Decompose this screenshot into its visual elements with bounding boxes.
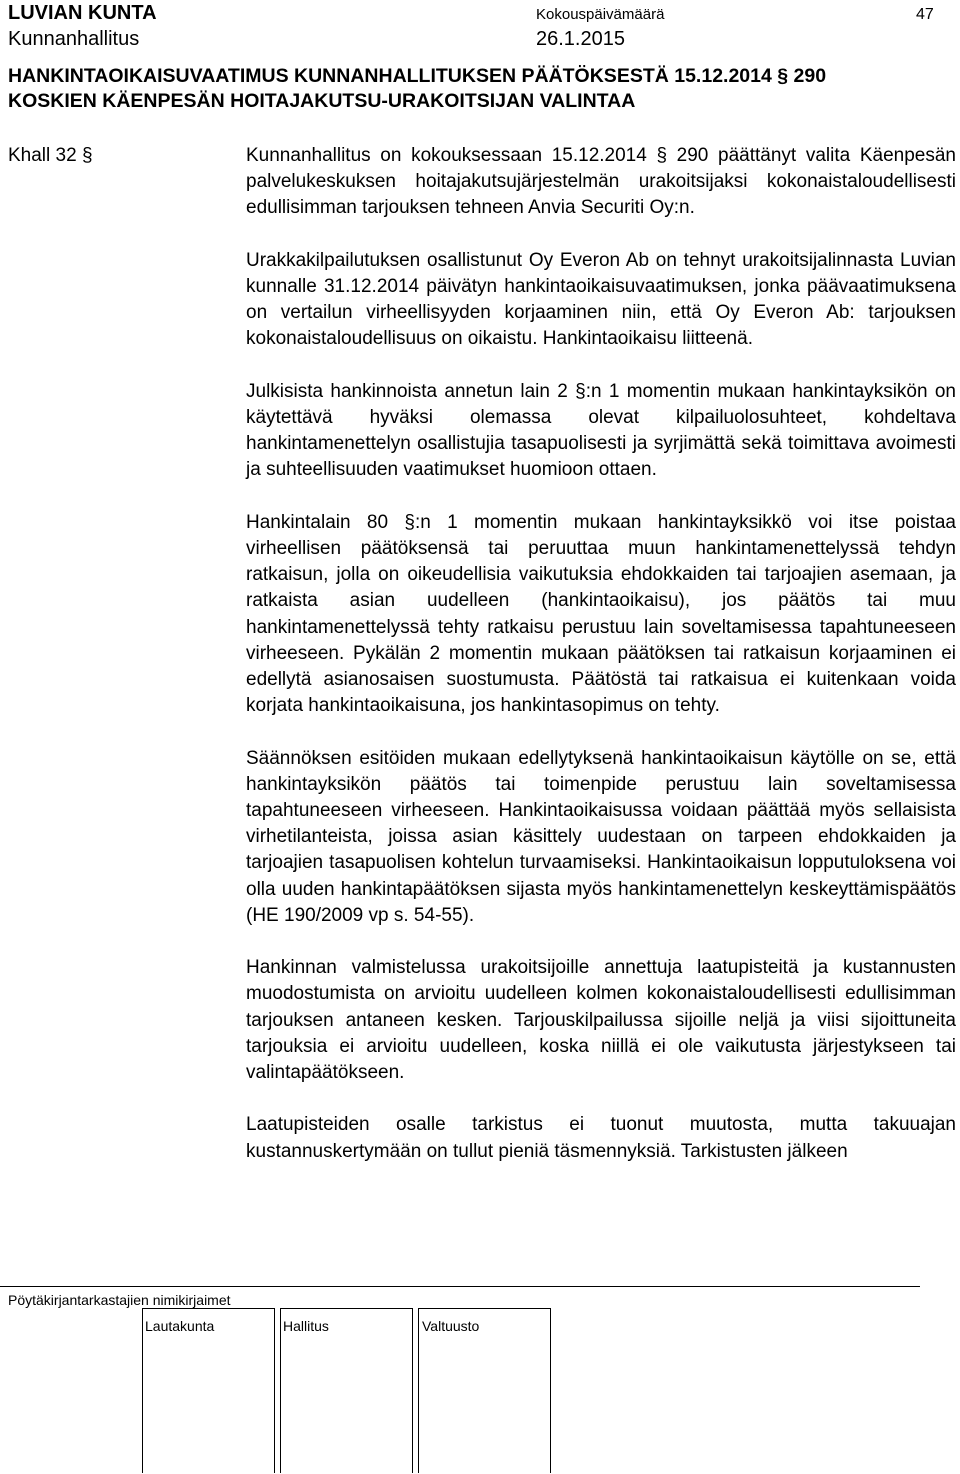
document-title-line-2: KOSKIEN KÄENPESÄN HOITAJAKUTSU-URAKOITSIJAN VALINTAA (8, 90, 636, 112)
page-number: 47 (916, 6, 934, 23)
paragraph: Urakkakilpailutuksen osallistunut Oy Everon Ab on tehnyt urakoitsijalinnasta Luvian kunnalle 31.12.2014 päivätyn hankintaoikaisuvaatimuksen, jonka päävaatimuksena on vertailun virheellisyyden korjaaminen niin, että Oy Everon Ab: tarjouksen kokonaistaloudellisuus on oikaistu. Hankintaoikaisu liitteenä. (246, 249, 956, 350)
paragraph: Hankinnan valmistelussa urakoitsijoille annettuja laatupisteitä ja kustannusten muodostumista on arvioitu uudelleen kolmen kokonaistaloudellisesti edullisimman tarjouksen antaneen kesken. Tarjouskilpailussa sijoille neljä ja viisi sijoittuneita tarjouksia ei arvioitu uudelleen, koska niillä ei ole vaikutusta järjestykseen tai valintapäätökseen. (246, 957, 956, 1084)
footer-label: Pöytäkirjantarkastajien nimikirjaimet (8, 1292, 231, 1308)
footer-item-lautakunta: Lautakunta (145, 1318, 215, 1334)
section-body (246, 143, 956, 1165)
date-label: Kokouspäivämäärä (536, 6, 665, 23)
footer-divider (0, 1286, 920, 1287)
paragraph: Säännöksen esitöiden mukaan edellytyksenä hankintaoikaisun käytölle on se, että hankintayksikön päätös tai toimenpide perustuu lain soveltamisessa tapahtuneeseen virheeseen. Hankintaoikaisussa voidaan päättää myös sellaisista virhetilanteista, joissa asian käsittely uudestaan on tarpeen ehdokkaiden ja tarjoajien tasapuolisen kohtelun turvaamiseksi. Hankintaoikaisun lopputuloksena voi olla uuden hankintapäätöksen sijasta myös hankintamenettelyn keskeyttämispäätös (HE 190/2009 vp s. 54-55). (246, 747, 956, 926)
footer-item-valtuusto: Valtuusto (422, 1318, 480, 1334)
paragraph: Hankintalain 80 §:n 1 momentin mukaan hankintayksikkö voi itse poistaa virheellisen päätöksensä tai peruuttaa muun hankintamenettelyssä tehdyn ratkaisun, jolla on oikeudellisia vaikutuksia ehdokkaiden tai tarjoajien asemaan, ja ratkaista asian uudelleen (hankintaoikaisu), jos päätös tai muu hankintamenettelyssä tehty ratkaisu perustuu lain soveltamisessa tapahtuneeseen virheeseen. Pykälän 2 momentin mukaan päätöksen tai ratkaisun korjaaminen ei edellytä asianosaisen suostumusta. Päätöstä tai ratkaisua ei kuitenkaan voida korjata hankintaoikaisuna, jos hankintasopimus on tehty. (246, 511, 956, 717)
paragraph: Julkisista hankinnoista annetun lain 2 §:n 1 momentin mukaan hankintayksikön on käytettävä hyväksi olemassa olevat kilpailuolosuhteet, kohdeltava hankintamenettelyn osallistujia tasapuolisesti ja syrjimättä sekä toimittava avoimesti ja suhteellisuuden vaatimukset huomioon ottaen. (246, 380, 956, 481)
organization-name: LUVIAN KUNTA (8, 2, 157, 24)
footer-item-hallitus: Hallitus (283, 1318, 329, 1334)
paragraph: Kunnanhallitus on kokouksessaan 15.12.2014 § 290 päättänyt valita Käenpesän palvelukeskuksen hoitajakutsujärjestelmän urakoitsijaksi kokonaistaloudellisesti edullisimman tarjouksen tehneen Anvia Securiti Oy:n. (246, 145, 956, 219)
body-name: Kunnanhallitus (8, 28, 140, 50)
paragraph: Laatupisteiden osalle tarkistus ei tuonut muutosta, mutta takuuajan kustannuskertymään on tullut pieniä täsmennyksiä. Tarkistusten jälkeen (246, 1114, 956, 1162)
section-label: Khall 32 § (8, 145, 93, 166)
document-title-line-1: HANKINTAOIKAISUVAATIMUS KUNNANHALLITUKSEN PÄÄTÖKSESTÄ 15.12.2014 § 290 (8, 65, 827, 87)
meeting-date: 26.1.2015 (536, 28, 625, 50)
